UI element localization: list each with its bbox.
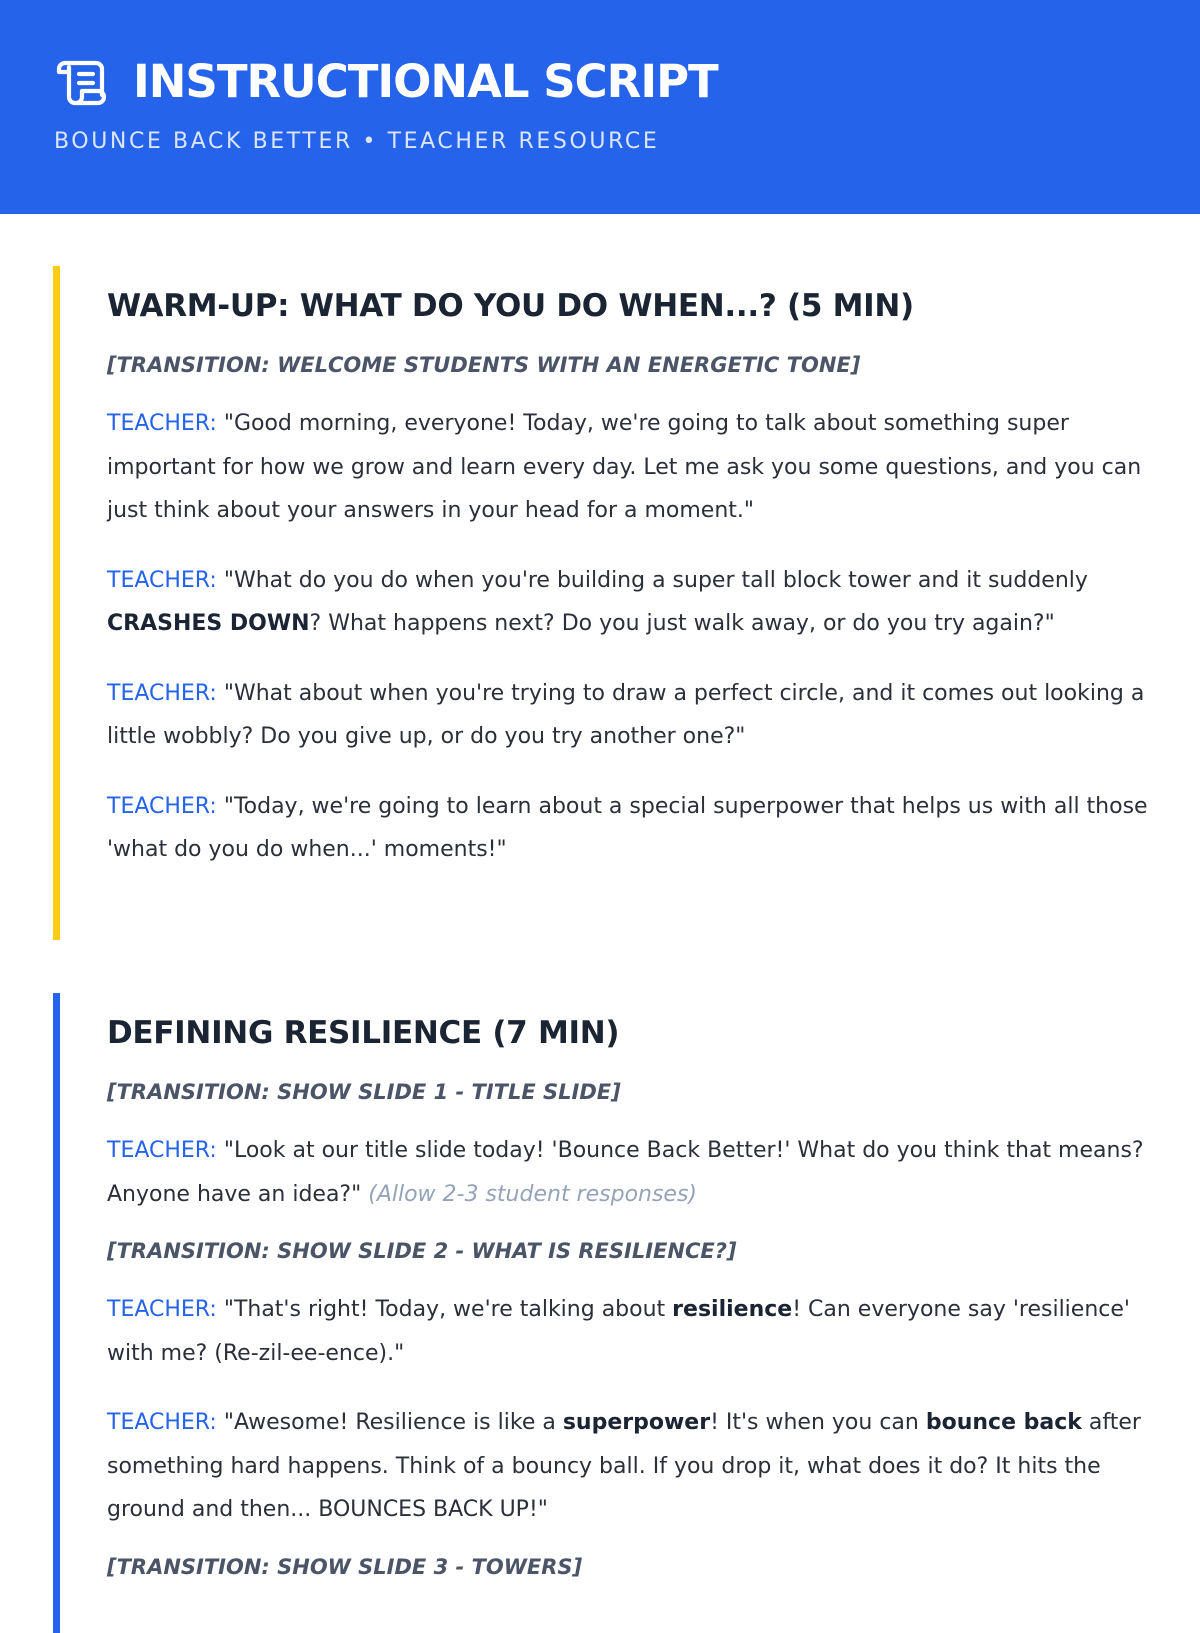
transition-note: [TRANSITION: SHOW SLIDE 3 - TOWERS] bbox=[107, 1554, 583, 1579]
paragraph-text: "Awesome! Resilience is like a bbox=[223, 1410, 563, 1435]
paragraph-text: "Today, we're going to learn about a special superpower that helps us with all those 'what do you do when...' moments!" bbox=[107, 793, 1148, 862]
page-title: INSTRUCTIONAL SCRIPT bbox=[133, 55, 718, 108]
transition-note: [TRANSITION: SHOW SLIDE 2 - WHAT IS RESILIENCE?] bbox=[107, 1239, 737, 1263]
paragraph-text: ! Can everyone say 'resilience' with me? (Re-zil-ee-ence)." bbox=[107, 1297, 1130, 1366]
script-paragraph bbox=[107, 1129, 1157, 1216]
speaker-label: TEACHER: bbox=[107, 1297, 217, 1322]
emphasis-text: resilience bbox=[672, 1297, 793, 1322]
script-paragraph bbox=[107, 672, 1157, 759]
paragraph-text: after something hard happens. Think of a bouncy ball. If you drop it, what does it do? It hits the ground and then... BOUNCES BACK UP!" bbox=[107, 1410, 1141, 1522]
emphasis-text: bounce back bbox=[925, 1410, 1082, 1435]
paragraph-text: "That's right! Today, we're talking about bbox=[223, 1297, 673, 1322]
transition-note: [TRANSITION: SHOW SLIDE 1 - TITLE SLIDE] bbox=[107, 1080, 621, 1104]
emphasis-text: superpower bbox=[562, 1410, 711, 1435]
script-paragraph bbox=[107, 1288, 1157, 1375]
speaker-label: TEACHER: bbox=[107, 793, 217, 819]
section-defining-resilience bbox=[53, 993, 1153, 1633]
teacher-note: (Allow 2-3 student responses) bbox=[368, 1181, 698, 1207]
section-title: WARM-UP: WHAT DO YOU DO WHEN...? (5 MIN) bbox=[107, 288, 914, 324]
emphasis-text: CRASHES DOWN bbox=[107, 611, 310, 636]
page-header bbox=[0, 0, 1200, 214]
script-paragraph bbox=[107, 402, 1157, 533]
transition-note: [TRANSITION: WELCOME STUDENTS WITH AN ENERGETIC TONE] bbox=[107, 353, 861, 377]
script-paragraph bbox=[107, 559, 1157, 646]
script-paragraph bbox=[107, 1401, 1157, 1532]
paragraph-text: "What do you do when you're building a super tall block tower and it suddenly bbox=[223, 567, 1088, 593]
section-title: DEFINING RESILIENCE (7 MIN) bbox=[107, 1015, 620, 1051]
paragraph-text: "What about when you're trying to draw a perfect circle, and it comes out looking a little wobbly? Do you give up, or do you try another one?" bbox=[107, 680, 1145, 749]
speaker-label: TEACHER: bbox=[107, 567, 217, 593]
paragraph-text: ? What happens next? Do you just walk away, or do you try again?" bbox=[309, 611, 1055, 636]
page-subtitle: BOUNCE BACK BETTER • TEACHER RESOURCE bbox=[54, 129, 660, 154]
speaker-label: TEACHER: bbox=[107, 680, 217, 706]
paragraph-text: "Look at our title slide today! 'Bounce Back Better!' What do you think that means? Anyone have an idea?" bbox=[107, 1138, 1144, 1207]
section-warm-up bbox=[53, 266, 1153, 940]
script-icon bbox=[52, 57, 108, 109]
speaker-label: TEACHER: bbox=[107, 411, 217, 436]
speaker-label: TEACHER: bbox=[107, 1410, 217, 1435]
paragraph-text: ! It's when you can bbox=[710, 1410, 926, 1435]
script-paragraph bbox=[107, 785, 1157, 872]
paragraph-text: "Good morning, everyone! Today, we're going to talk about something super important for how we grow and learn every day. Let me ask you some questions, and you can just think about your answers in your head for a moment." bbox=[107, 411, 1142, 523]
speaker-label: TEACHER: bbox=[107, 1138, 217, 1163]
